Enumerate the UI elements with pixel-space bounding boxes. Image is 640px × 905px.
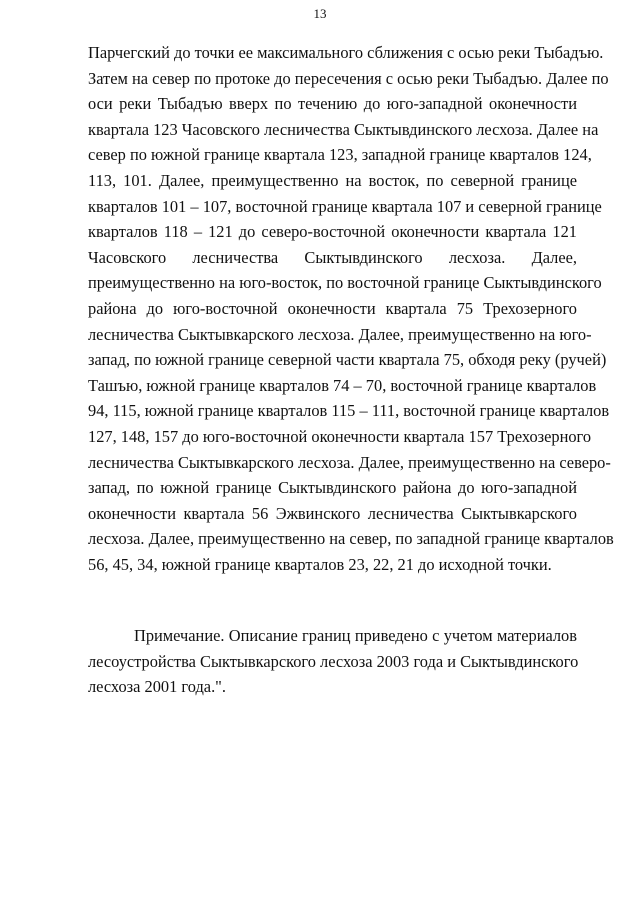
note-paragraph <box>88 623 577 700</box>
text-line: Парчегский до точки ее максимального сближения с осью реки Тыбадъю. <box>88 43 604 62</box>
note-line: лесоустройства Сыктывкарского лесхоза 2003 года и Сыктывдинского <box>88 651 579 671</box>
text-line: кварталов 118 – 121 до северо-восточной оконечности квартала 121 <box>88 222 577 242</box>
text-line: 127, 148, 157 до юго-восточной оконечности квартала 157 Трехозерного <box>88 426 592 446</box>
page-number: 13 <box>313 6 327 21</box>
text-line: преимущественно на юго-восток, по восточной границе Сыктывдинского <box>88 273 602 293</box>
main-paragraph <box>88 40 614 577</box>
text-line: 94, 115, южной границе кварталов 115 – 111, восточной границе кварталов <box>88 401 610 421</box>
text-line: кварталов 101 – 107, восточной границе квартала 107 и северной границе <box>88 196 602 216</box>
text-line: запад, по южной границе Сыктывдинского района до юго-западной <box>88 478 577 498</box>
text-line: 56, 45, 34, южной границе кварталов 23, 22, 21 до исходной точки. <box>88 554 552 574</box>
text-line: района до юго-восточной оконечности квартала 75 Трехозерного <box>88 298 577 318</box>
text-line: квартала 123 Часовского лесничества Сыктывдинского лесхоза. Далее на <box>88 119 599 139</box>
text-line: Ташъю, южной границе кварталов 74 – 70, восточной границе кварталов <box>88 375 597 395</box>
text-line: лесхоза. Далее, преимущественно на север, по западной границе кварталов <box>88 529 614 549</box>
text-line: оконечности квартала 56 Эжвинского лесничества Сыктывкарского <box>88 503 577 523</box>
note-line: лесхоза 2001 года.". <box>88 677 226 697</box>
text-line: оси реки Тыбадъю вверх по течению до юго-западной оконечности <box>88 94 577 114</box>
text-line: лесничества Сыктывкарского лесхоза. Далее, преимущественно на северо- <box>88 452 611 472</box>
text-line: Затем на север по протоке до пересечения с осью реки Тыбадъю. Далее по <box>88 68 609 88</box>
note-line: Примечание. Описание границ приведено с учетом материалов <box>134 626 577 645</box>
text-line: 113, 101. Далее, преимущественно на восток, по северной границе <box>88 170 577 190</box>
text-line: север по южной границе квартала 123, западной границе кварталов 124, <box>88 145 592 165</box>
text-line: запад, по южной границе северной части квартала 75, обходя реку (ручей) <box>88 350 607 370</box>
text-line: Часовского лесничества Сыктывдинского лесхоза. Далее, <box>88 247 577 267</box>
text-line: лесничества Сыктывкарского лесхоза. Далее, преимущественно на юго- <box>88 324 592 344</box>
